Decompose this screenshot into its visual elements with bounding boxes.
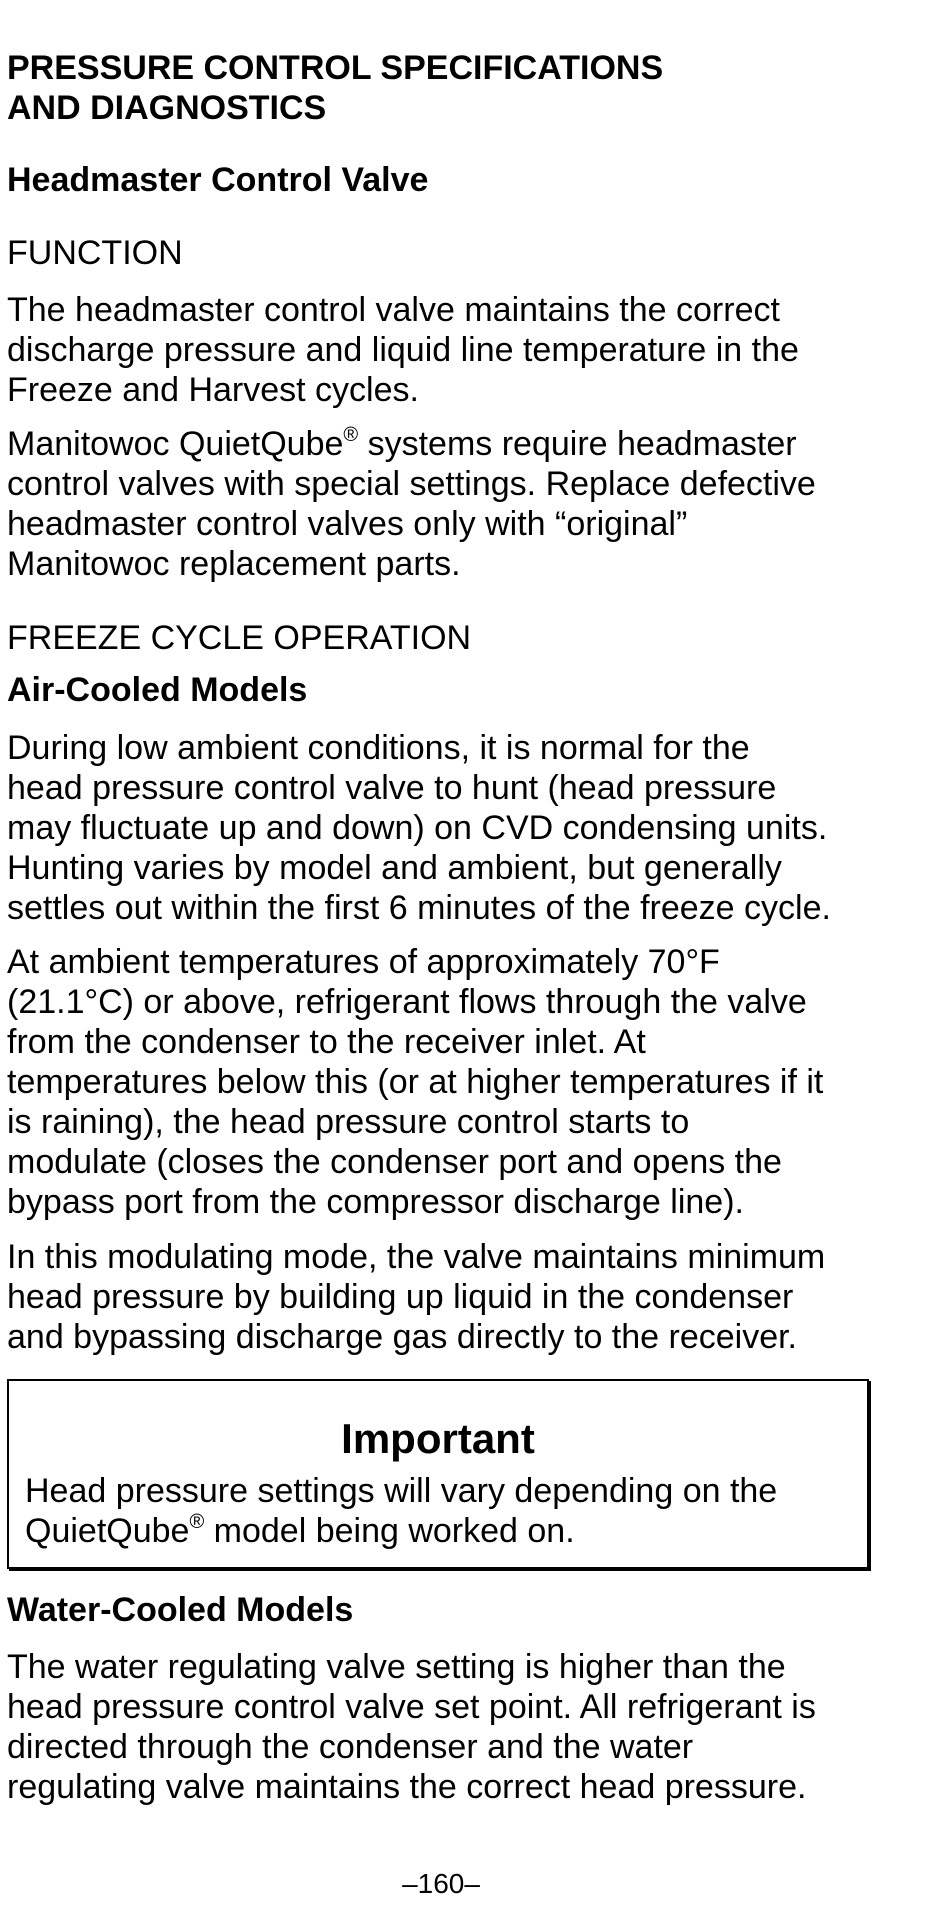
function-paragraph-2 (7, 424, 877, 584)
subsection-title: Headmaster Control Valve (7, 161, 429, 199)
function-paragraph-2-suffix: systems require headmaster control valves with special settings. Replace defective headmaster control valves only with “original” Manitowoc replacement parts. (7, 425, 816, 583)
water-cooled-heading: Water-Cooled Models (7, 1591, 354, 1629)
function-paragraph-2-prefix: Manitowoc QuietQube (7, 425, 344, 463)
air-cooled-paragraph-3: In this modulating mode, the valve maintains minimum head pressure by building up liquid in the condenser and bypassing discharge gas directly to the receiver. (7, 1238, 826, 1356)
air-cooled-heading: Air-Cooled Models (7, 671, 308, 709)
important-text-prefix: Head pressure settings will vary depending on the QuietQube (25, 1472, 778, 1550)
water-cooled-paragraph: The water regulating valve setting is higher than the head pressure control valve set point. All refrigerant is directed through the condenser and the water regulating valve maintains the correct head pressure. (7, 1648, 816, 1806)
air-cooled-paragraph-2: At ambient temperatures of approximately 70°F (21.1°C) or above, refrigerant flows through the valve from the condenser to the receiver inlet. At temperatures below this (or at higher temperatures if it is raining), the head pressure control starts to modulate (closes the condenser port and opens the bypass port from the compressor discharge line). (7, 943, 824, 1221)
air-cooled-paragraph-1: During low ambient conditions, it is normal for the head pressure control valve to hunt (head pressure may fluctuate up and down) on CVD condensing units. Hunting varies by model and ambient, but generally settles out within the first 6 minutes of the freeze cycle. (7, 729, 831, 927)
important-title: Important (341, 1415, 535, 1462)
important-notice-box (7, 1379, 869, 1569)
important-text (25, 1471, 855, 1551)
function-heading: FUNCTION (7, 234, 183, 272)
registered-mark: ® (343, 424, 359, 446)
section-title (7, 48, 663, 128)
section-title-line-1: PRESSURE CONTROL SPECIFICATIONS (7, 49, 664, 87)
registered-mark-2: ® (189, 1511, 205, 1533)
freeze-cycle-heading: FREEZE CYCLE OPERATION (7, 619, 472, 657)
function-paragraph-1: The headmaster control valve maintains the correct discharge pressure and liquid line temperature in the Freeze and Harvest cycles. (7, 291, 799, 409)
important-text-suffix: model being worked on. (204, 1512, 575, 1550)
section-title-line-2: AND DIAGNOSTICS (7, 89, 327, 127)
page-number: –160– (402, 1868, 480, 1899)
